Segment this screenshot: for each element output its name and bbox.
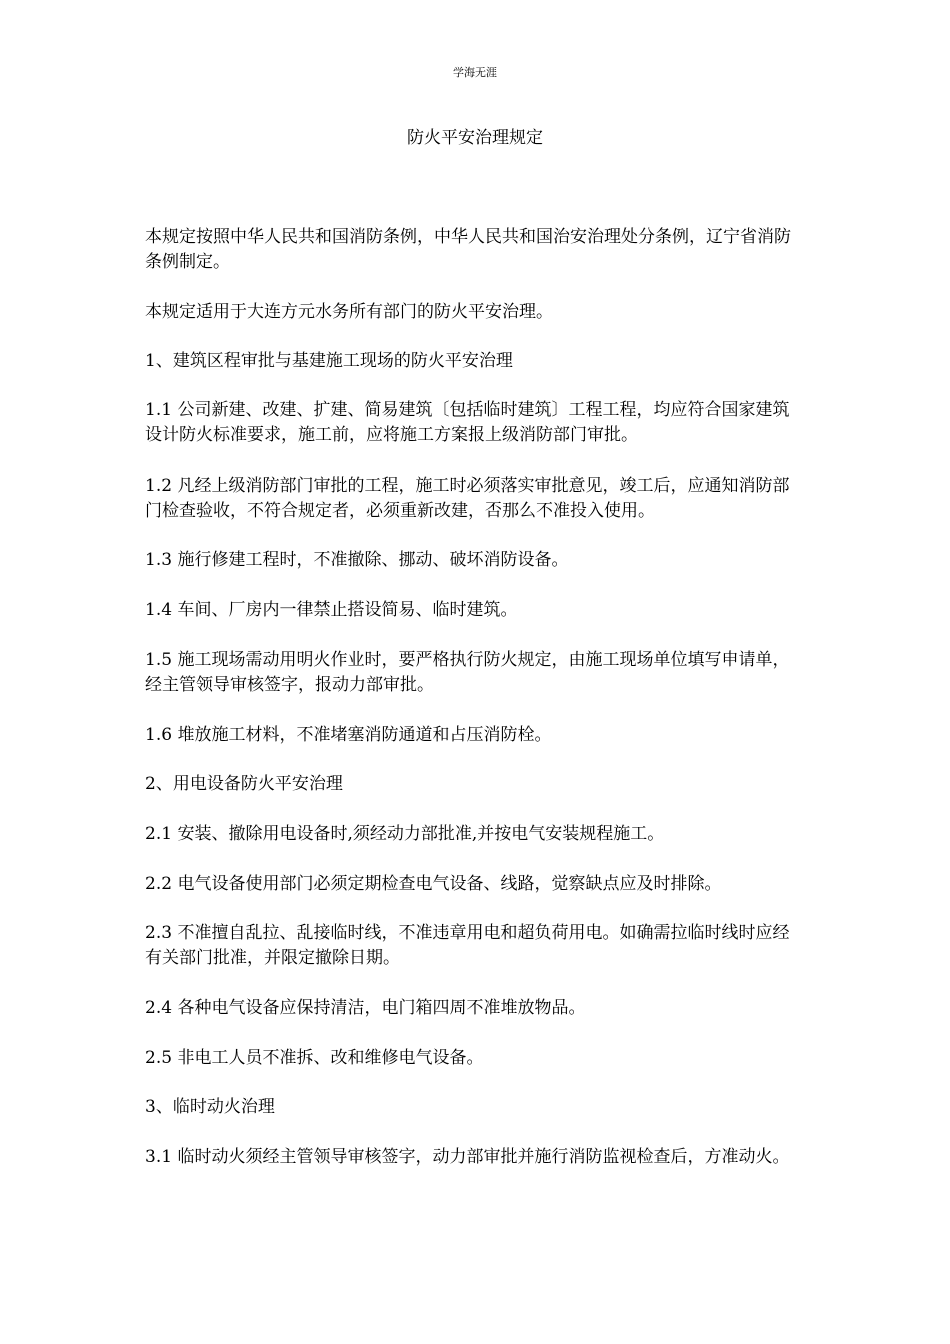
section-heading-2: 2、用电设备防火平安治理	[145, 774, 343, 794]
paragraph-1-2: 1.2 凡经上级消防部门审批的工程，施工时必须落实审批意见，竣工后，应通知消防部门检查验收，不符合规定者，必须重新改建，否那么不准投入使用。	[145, 476, 790, 521]
page-header: 学海无涯	[453, 66, 497, 79]
paragraph-2-5: 2.5 非电工人员不准拆、改和维修电气设备。	[145, 1048, 484, 1068]
paragraph-2-4: 2.4 各种电气设备应保持清洁，电门箱四周不准堆放物品。	[145, 998, 586, 1018]
section-heading-3: 3、临时动火治理	[145, 1097, 275, 1117]
paragraph-2-3: 2.3 不准擅自乱拉、乱接临时线，不准违章用电和超负荷用电。如确需拉临时线时应经有关部门批准，并限定撤除日期。	[145, 923, 790, 968]
paragraph-1-4: 1.4 车间、厂房内一律禁止搭设简易、临时建筑。	[145, 600, 518, 620]
paragraph-3-1: 3.1 临时动火须经主管领导审核签字，动力部审批并施行消防监视检查后，方准动火。	[145, 1147, 790, 1167]
paragraph-scope: 本规定适用于大连方元水务所有部门的防火平安治理。	[145, 302, 553, 322]
paragraph-1-3: 1.3 施行修建工程时，不准撤除、挪动、破坏消防设备。	[145, 550, 569, 570]
paragraph-2-2: 2.2 电气设备使用部门必须定期检查电气设备、线路，觉察缺点应及时排除。	[145, 874, 722, 894]
document-title: 防火平安治理规定	[407, 128, 543, 148]
paragraph-1-1: 1.1 公司新建、改建、扩建、简易建筑〔包括临时建筑〕工程工程，均应符合国家建筑设计防火标准要求，施工前，应将施工方案报上级消防部门审批。	[145, 400, 790, 445]
paragraph-intro: 本规定按照中华人民共和国消防条例，中华人民共和国治安治理处分条例，辽宁省消防条例制定。	[145, 227, 791, 272]
paragraph-1-6: 1.6 堆放施工材料，不准堵塞消防通道和占压消防栓。	[145, 725, 552, 745]
section-heading-1: 1、建筑区程审批与基建施工现场的防火平安治理	[145, 351, 513, 371]
paragraph-2-1: 2.1 安装、撤除用电设备时,须经动力部批准,并按电气安装规程施工。	[145, 824, 665, 844]
paragraph-1-5: 1.5 施工现场需动用明火作业时，要严格执行防火规定，由施工现场单位填写申请单，经主管领导审核签字，报动力部审批。	[145, 650, 790, 695]
